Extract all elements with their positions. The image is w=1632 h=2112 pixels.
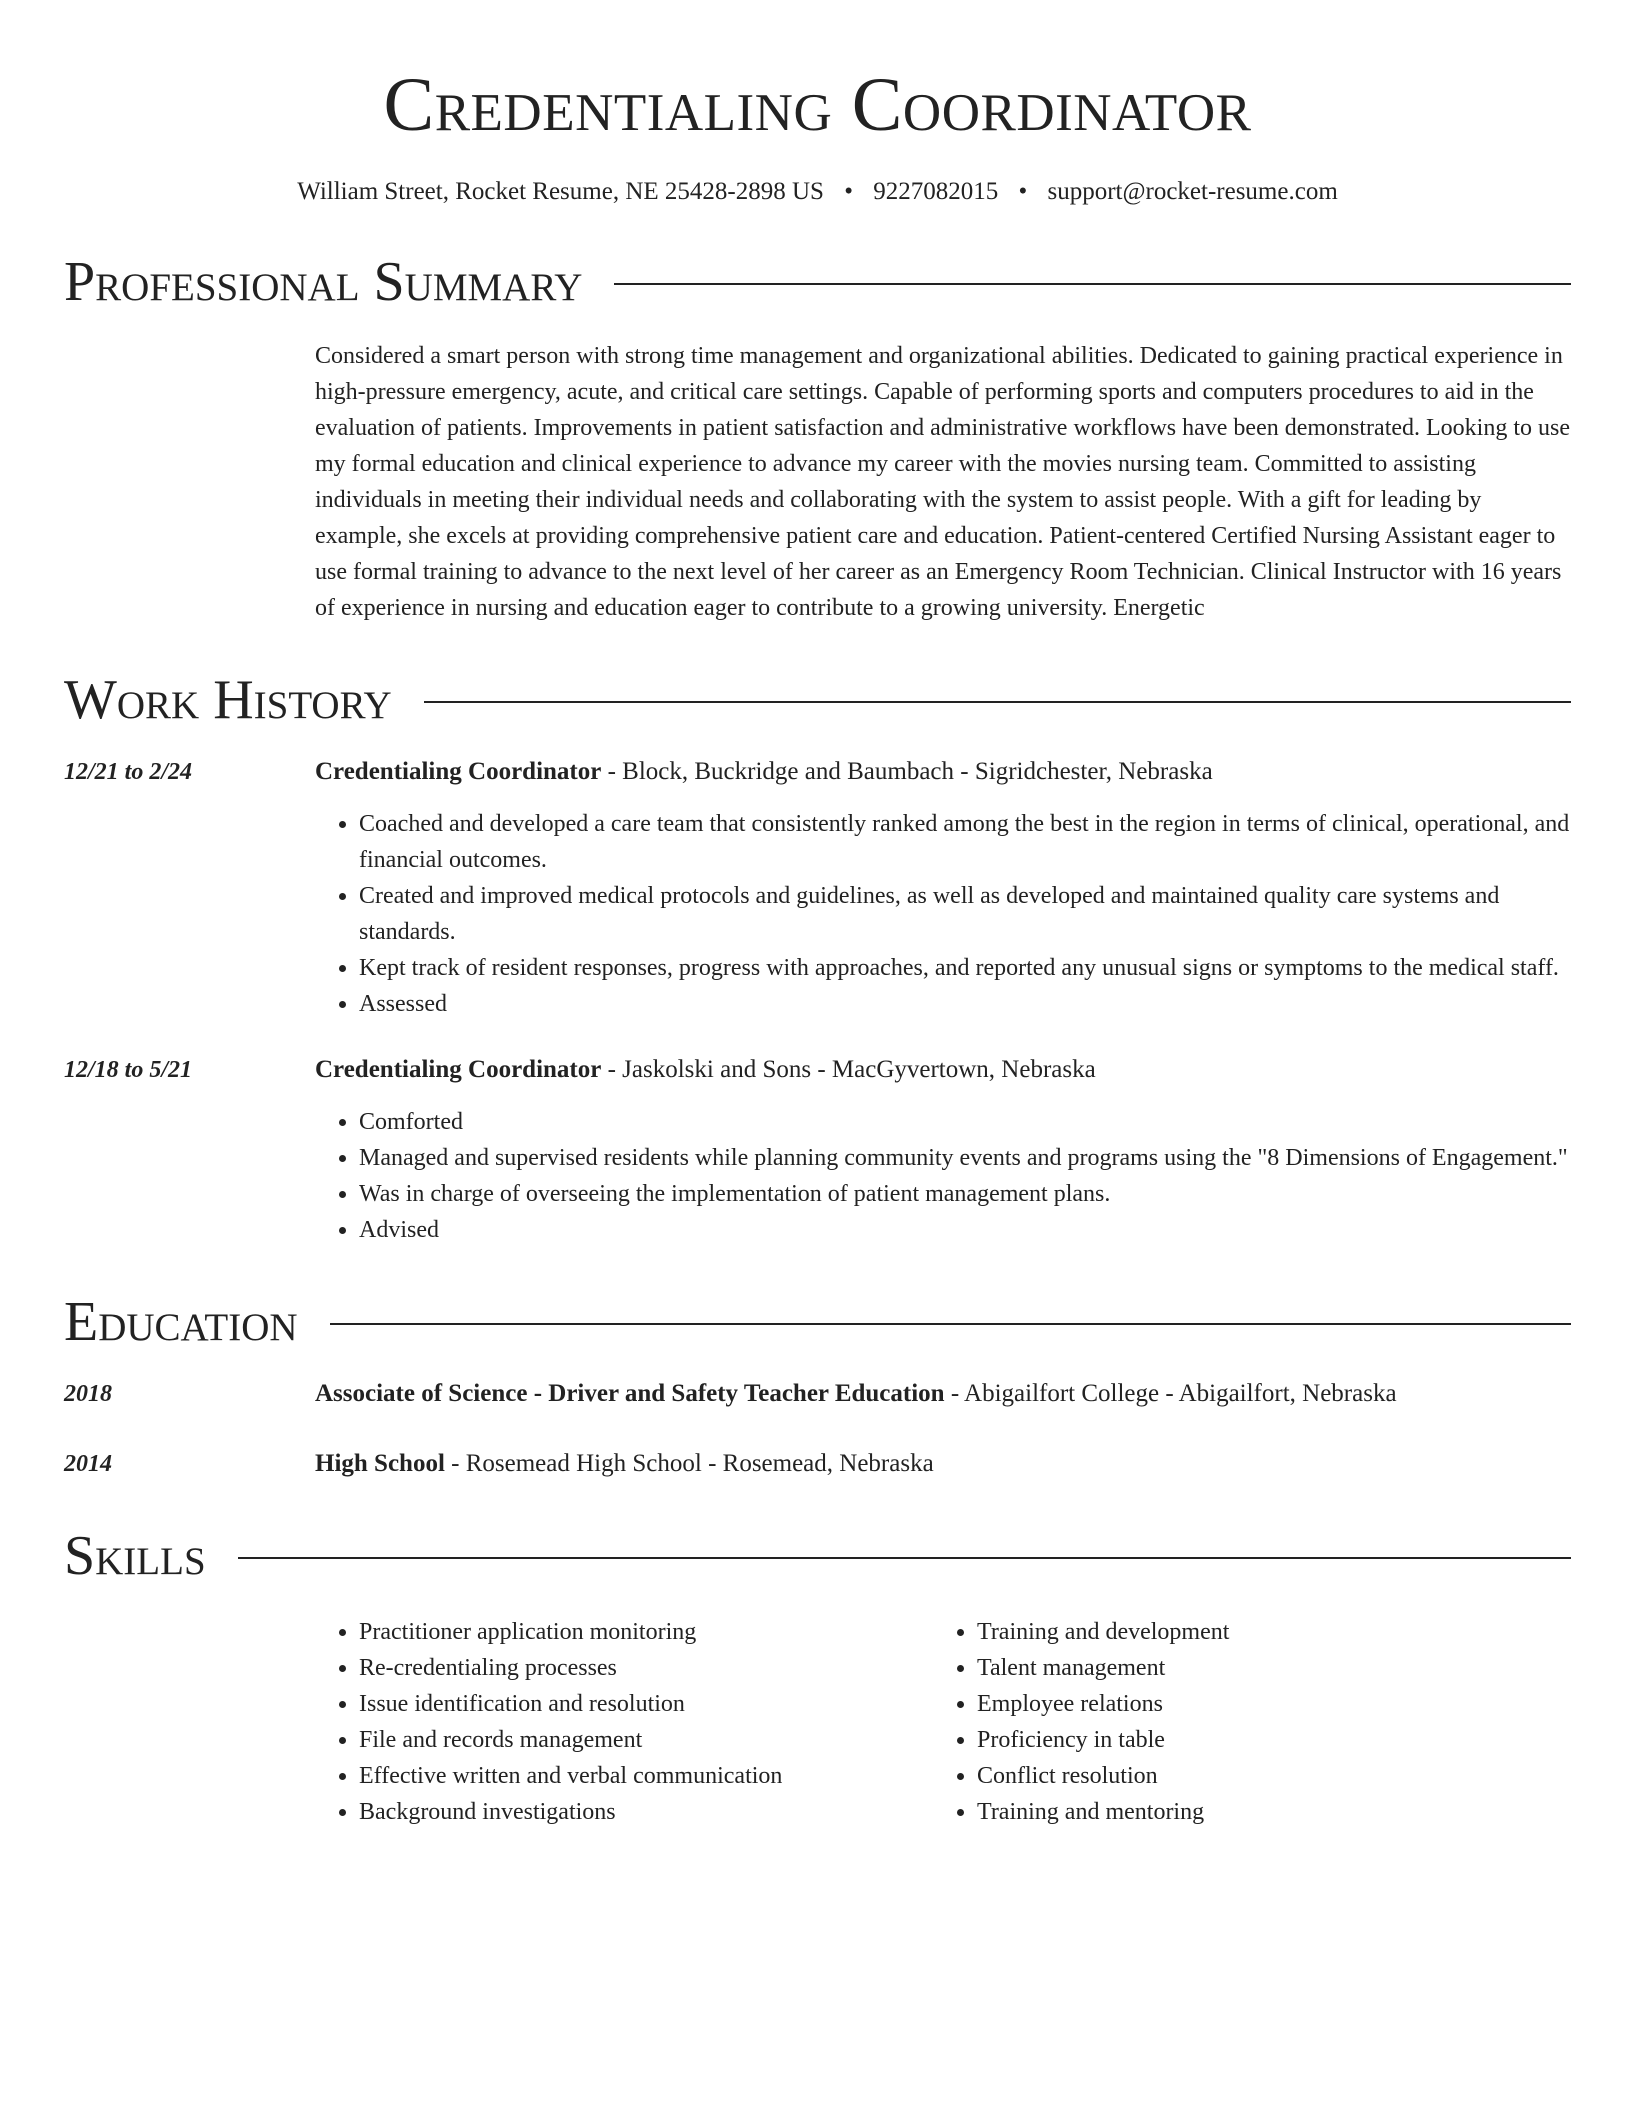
job-bullet: • Created and improved medical protocols and guidelines, as well as developed and maintained quality care systems and standards. [359,878,1571,950]
summary-section-header [64,250,1571,314]
education-heading [315,1446,1571,1482]
education-heading [315,1376,1571,1412]
education-degree: High School [315,1450,445,1477]
job-body [315,754,1571,1022]
job-entry [64,1052,1571,1248]
skill-item: • Employee relations [977,1686,1229,1722]
education-section-title: Education [64,1291,298,1353]
skill-item: • Issue identification and resolution [359,1686,933,1722]
job-bullet: • Was in charge of overseeing the implementation of patient management plans. [359,1176,1571,1212]
education-entry [64,1446,1571,1482]
section-divider [330,1323,1571,1325]
job-position: Credentialing Coordinator [315,758,602,785]
education-section-header [64,1290,1571,1354]
skills-section-header [64,1524,1571,1588]
skill-item: • File and records management [359,1722,933,1758]
skills-column-2 [933,1614,1229,1830]
skill-item: • Conflict resolution [977,1758,1229,1794]
skill-item: • Proficiency in table [977,1722,1229,1758]
skill-item: • Talent management [977,1650,1229,1686]
summary-text: Considered a smart person with strong time management and organizational abilities. Dedicated to gaining practical experience in high-pressure emergency, acute, and critical care settings. Capable of performing sports and computers procedures to aid in the evaluation of patients. Improvements in patient satisfaction and administrative workflows have been demonstrated. Looking to use my formal education and clinical experience to advance my career with the movies nursing team. Committed to assisting individuals in meeting their individual needs and collaborating with the system to assist people. With a gift for leading by example, she excels at providing comprehensive patient care and education. Patient-centered Certified Nursing Assistant eager to use formal training to advance to the next level of her career as an Emergency Room Technician. Clinical Instructor with 16 years of experience in nursing and education eager to contribute to a growing university. Energetic [315,343,1571,621]
job-heading [315,754,1571,790]
skill-item: • Training and mentoring [977,1794,1229,1830]
job-bullet: • Assessed [359,986,1571,1022]
section-divider [424,701,1571,703]
education-degree: Associate of Science - Driver and Safety Teacher Education [315,1380,945,1407]
job-bullet: • Comforted [359,1104,1571,1140]
job-bullet: • Kept track of resident responses, progress with approaches, and reported any unusual signs or symptoms to the medical staff. [359,950,1571,986]
job-body [315,1052,1571,1248]
contact-separator: • [844,178,853,205]
skill-item: • Practitioner application monitoring [359,1614,933,1650]
job-details: - Block, Buckridge and Baumbach - Sigridchester, Nebraska [601,758,1213,785]
skill-item: • Background investigations [359,1794,933,1830]
education-details: - Rosemead High School - Rosemead, Nebraska [444,1450,934,1477]
contact-phone: 9227082015 [873,178,999,205]
section-divider [614,283,1571,285]
skills-list [315,1614,1571,1830]
contact-separator: • [1018,178,1028,205]
skills-column-1 [315,1614,933,1830]
job-dates: 12/21 to 2/24 [64,759,193,785]
job-details: - Jaskolski and Sons - MacGyvertown, Nebraska [601,1056,1096,1083]
contact-email: support@rocket-resume.com [1047,178,1338,205]
job-bullets [315,1104,1571,1248]
contact-line [64,176,1571,208]
skill-item: • Effective written and verbal communication [359,1758,933,1794]
education-details: - Abigailfort College - Abigailfort, Nebraska [944,1380,1397,1407]
contact-address: William Street, Rocket Resume, NE 25428-2898 US [297,178,824,205]
work-section-title: Work History [64,669,392,731]
section-divider [238,1557,1571,1559]
education-year: 2014 [64,1451,112,1477]
job-bullet: • Managed and supervised residents while planning community events and programs using the "8 Dimensions of Engagement." [359,1140,1571,1176]
job-bullet: • Advised [359,1212,1571,1248]
job-dates: 12/18 to 5/21 [64,1057,193,1083]
job-position: Credentialing Coordinator [315,1056,602,1083]
resume-name: Credentialing Coordinator [383,63,1252,147]
work-section-header [64,668,1571,732]
job-bullet: • Coached and developed a care team that consistently ranked among the best in the region in terms of clinical, operational, and financial outcomes. [359,806,1571,878]
skill-item: • Training and development [977,1614,1229,1650]
resume-page [64,0,1571,1830]
skill-item: • Re-credentialing processes [359,1650,933,1686]
skills-section-title: Skills [64,1525,206,1587]
education-year: 2018 [64,1381,112,1407]
summary-section-title: Professional Summary [64,251,583,313]
education-entry [64,1376,1571,1412]
job-heading [315,1052,1571,1088]
job-bullets [315,806,1571,1022]
job-entry [64,754,1571,1022]
